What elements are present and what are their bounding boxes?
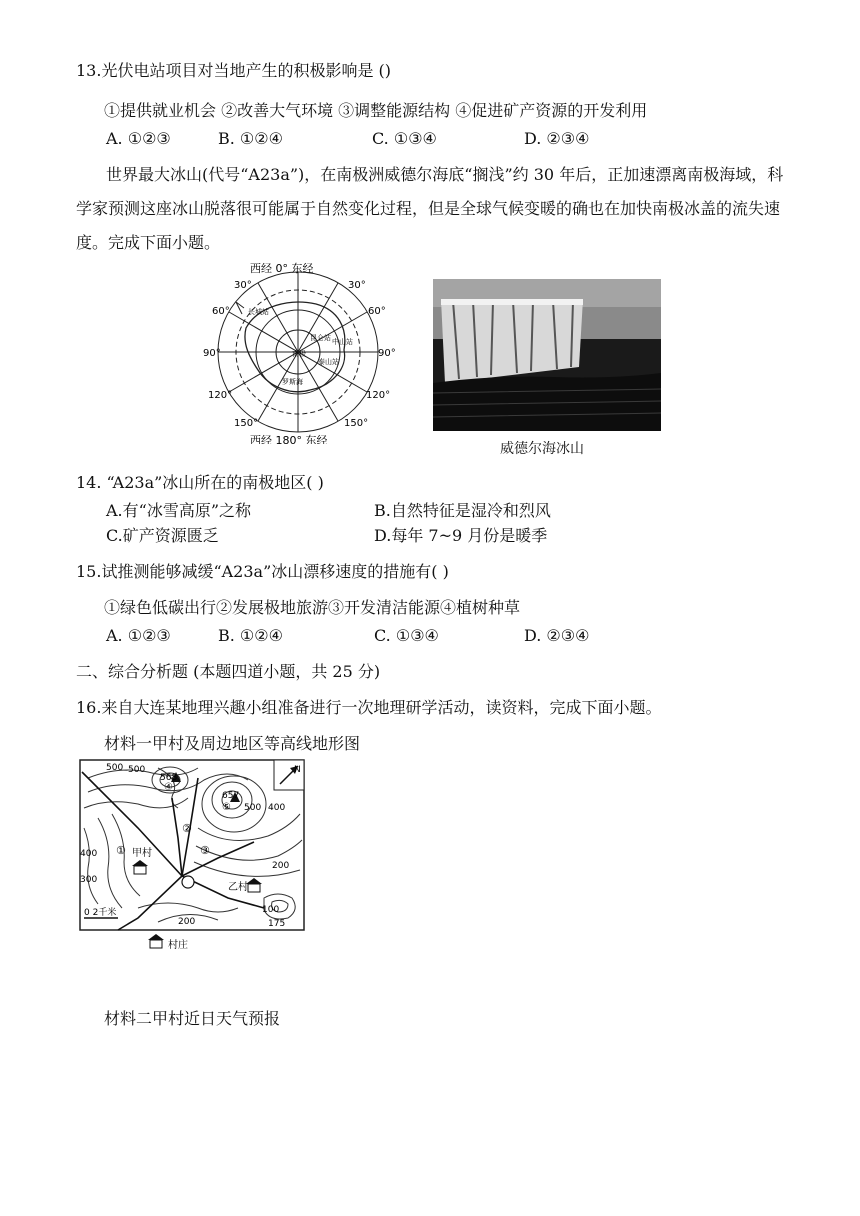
elevation-label: 400 (80, 849, 98, 859)
photo-caption: 威德尔海冰山 (500, 441, 584, 457)
map-top-label: 西经 0° 东经 (250, 262, 314, 275)
q15-option-c: C. ①③④ (374, 626, 439, 645)
deg-label: 30° (234, 280, 252, 291)
station-label: 泰山站 (318, 358, 339, 366)
station-label: 南极 (292, 350, 306, 358)
q13-option-d: D. ②③④ (524, 129, 590, 148)
village-b-label: 乙村 (228, 882, 248, 893)
north-label: N (294, 765, 301, 775)
deg-label: 30° (348, 280, 366, 291)
elevation-label: 500 (106, 763, 124, 773)
q16-stem: 16.来自大连某地理兴趣小组准备进行一次地理研学活动，读资料，完成下面小题。 (76, 698, 662, 717)
station-label: 罗斯海 (282, 378, 303, 386)
q14-option-c: C.矿产资源匮乏 (106, 526, 219, 545)
deg-label: 90° (203, 348, 221, 359)
q14-option-a: A.有“冰雪高原”之称 (106, 501, 252, 520)
village-legend-icon (148, 934, 164, 948)
elevation-label: 175 (268, 919, 286, 929)
deg-label: 60° (212, 306, 230, 317)
station-label: 长城站 (248, 308, 269, 316)
elevation-label: 400 (268, 803, 286, 813)
passage: 世界最大冰山(代号“A23a”)，在南极洲威德尔海底“搁浅”约 30 年后，正加速漂离南极海域，科学家预测这座冰山脱落很可能属于自然变化过程，但是全球气候变暖的确也在加快南极冰盖的流失速度。完成下面小题。 (76, 165, 784, 252)
deg-label: 150° (234, 418, 259, 429)
q13-stem: 13.光伏电站项目对当地产生的积极影响是 () (76, 61, 392, 80)
elevation-label: 568 (160, 773, 178, 783)
village-a-label: 甲村 (132, 848, 152, 859)
elevation-label: 200 (272, 861, 290, 871)
elevation-label: 300 (80, 875, 98, 885)
q15-stem: 15.试推测能够减缓“A23a”冰山漂移速度的措施有( ) (76, 562, 449, 581)
section-heading: 二、综合分析题 (本题四道小题，共 25 分) (76, 662, 381, 681)
q15-option-d: D. ②③④ (524, 626, 590, 645)
station-label: 昆仑站 (310, 334, 331, 342)
deg-label: 90° (378, 348, 396, 359)
material-one-label: 材料一甲村及周边地区等高线地形图 (104, 734, 361, 753)
iceberg-photo (433, 279, 661, 431)
q15-option-a: A. ①②③ (106, 626, 171, 645)
elevation-label: 657 (222, 791, 240, 801)
marker-2: ② (182, 822, 192, 835)
elevation-label: 500 (244, 803, 262, 813)
marker-4: ④ (164, 782, 173, 793)
elevation-label: 500 (128, 765, 146, 775)
q14-option-d: D.每年 7~9 月份是暖季 (374, 526, 548, 545)
q14-stem: 14. “A23a”冰山所在的南极地区( ) (76, 473, 324, 492)
antarctica-polar-map (198, 258, 398, 444)
deg-label: 60° (368, 306, 386, 317)
map-bottom-label: 西经 180° 东经 (250, 434, 328, 444)
marker-5: ⑤ (222, 802, 231, 813)
elevation-label: 100 (262, 905, 280, 915)
q15-items: ①绿色低碳出行②发展极地旅游③开发清洁能源④植树种草 (104, 598, 521, 617)
deg-label: 120° (366, 390, 391, 401)
marker-1: ① (116, 844, 126, 857)
elevation-label: 200 (178, 917, 196, 927)
contour-map (78, 758, 308, 954)
scale-bar: 0 2千米 (84, 908, 117, 918)
q13-option-a: A. ①②③ (106, 129, 171, 148)
marker-3: ③ (200, 844, 210, 857)
q15-option-b: B. ①②④ (218, 626, 283, 645)
q13-option-c: C. ①③④ (372, 129, 437, 148)
q13-items: ①提供就业机会 ②改善大气环境 ③调整能源结构 ④促进矿产资源的开发利用 (104, 101, 648, 120)
deg-label: 150° (344, 418, 369, 429)
legend-label: 村庄 (168, 940, 188, 951)
station-label: 中山站 (332, 338, 353, 346)
deg-label: 120° (208, 390, 233, 401)
material-two-label: 材料二甲村近日天气预报 (104, 1009, 281, 1028)
q13-option-b: B. ①②④ (218, 129, 283, 148)
q14-option-b: B.自然特征是湿冷和烈风 (374, 501, 551, 520)
